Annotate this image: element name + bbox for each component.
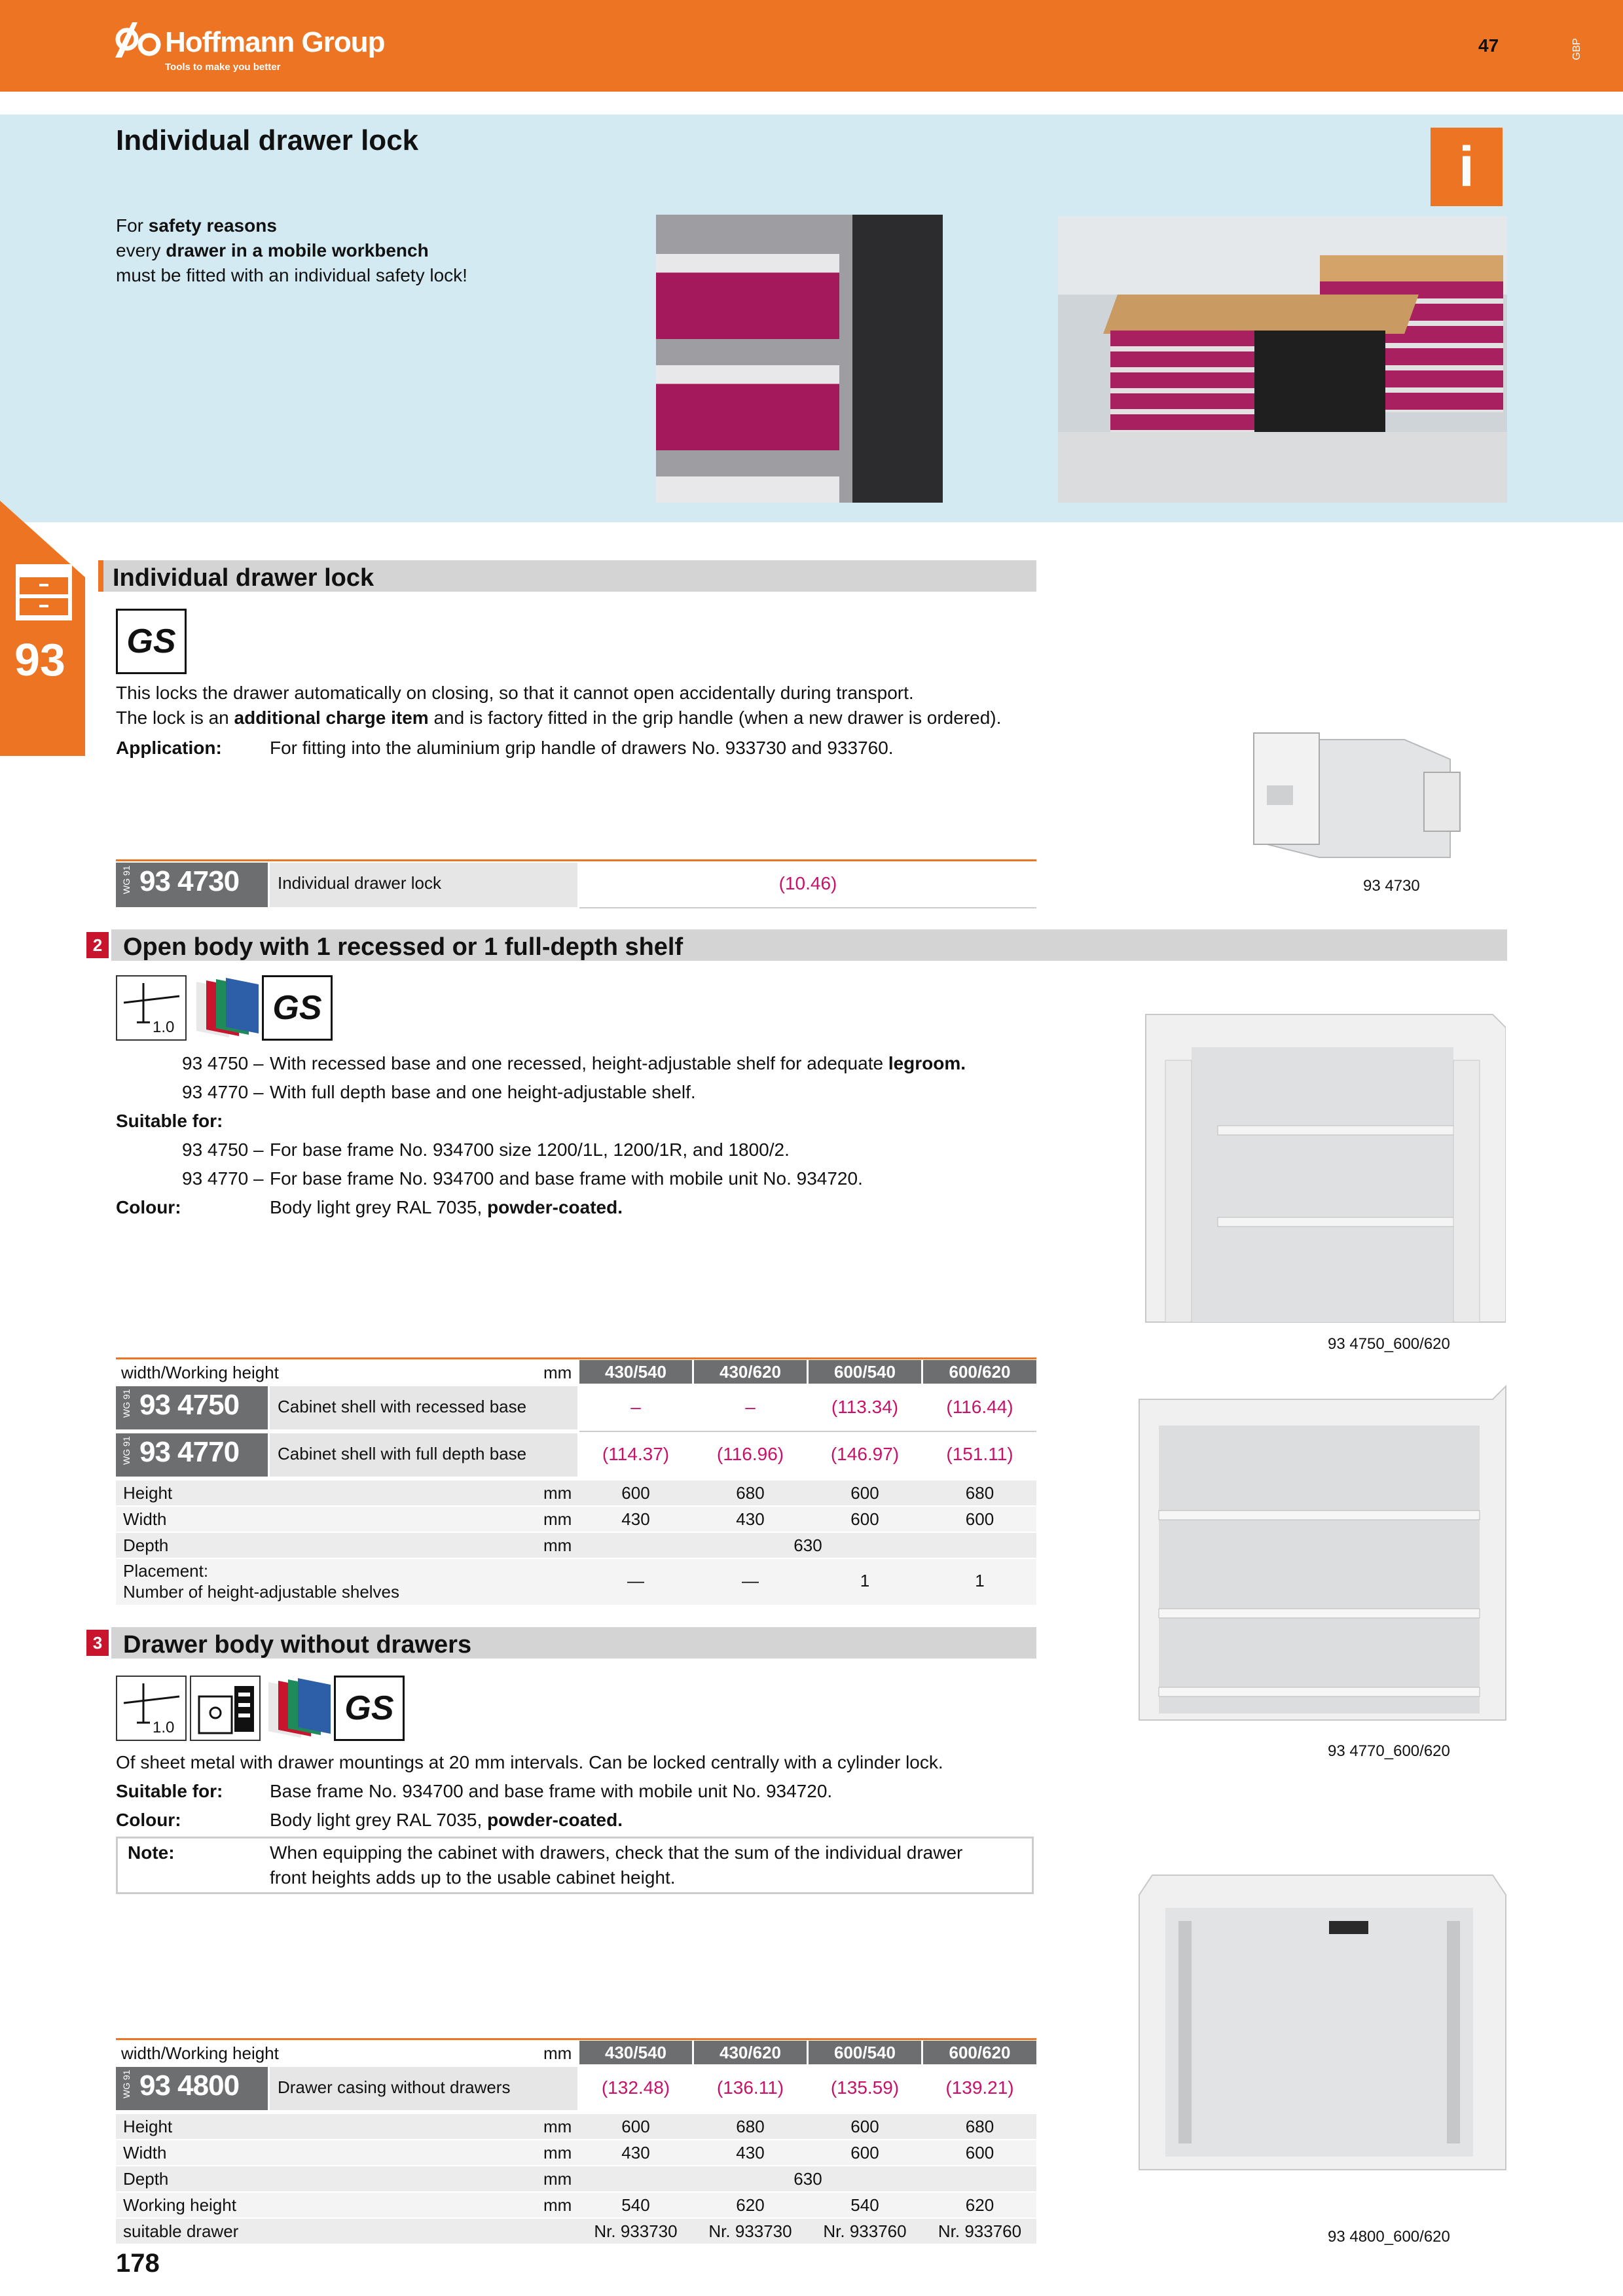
article-price: (132.48) <box>601 2077 670 2098</box>
row-label: Width <box>123 2143 167 2162</box>
image-caption: 93 4770_600/620 <box>1328 1742 1450 1760</box>
section3-description: Of sheet metal with drawer mountings at 20 mm intervals. Can be locked centrally with a cylinder lock. <box>116 1752 943 1772</box>
drawer-body-photo <box>1133 1869 1507 2176</box>
load-capacity-icon: 1.0 <box>116 975 187 1041</box>
application-text: For fitting into the aluminium grip handle of drawers No. 933730 and 933760. <box>270 738 894 758</box>
article-bottom-rule <box>579 907 1036 908</box>
section1-description: This locks the drawer automatically on closing, so that it cannot open accidentally during transport. The lock is an additional charge item and is factory fitted in the grip handle (when a new drawer is ordered). <box>116 683 1002 728</box>
brand-tagline: Tools to make you better <box>165 62 281 73</box>
suitable-code: 93 4770 – <box>182 1168 264 1189</box>
column-header: 430/620 <box>694 2041 807 2064</box>
row-label: Depth <box>123 2169 169 2189</box>
section3-header <box>111 1627 1036 1659</box>
row-value: 540 <box>621 2195 650 2215</box>
row-value: 600 <box>621 1483 650 1503</box>
table-header-label: width/Working height <box>121 2043 279 2063</box>
row-value: 540 <box>850 2195 879 2215</box>
row-value: 600 <box>965 1509 994 1529</box>
row-value: 600 <box>621 2117 650 2136</box>
colour-label: Colour: <box>116 1197 181 1217</box>
page-number: 47 <box>1478 35 1499 56</box>
row-value: 620 <box>736 2195 765 2215</box>
table-header-label: width/Working height <box>121 1363 279 1382</box>
drawer-closeup-photo <box>656 215 943 503</box>
row-value: 600 <box>850 2117 879 2136</box>
image-caption: 93 4800_600/620 <box>1328 2228 1450 2246</box>
table-header-unit: mm <box>543 1363 572 1382</box>
section3-number: 3 <box>86 1630 109 1656</box>
item-text: With recessed base and one recessed, height-adjustable shelf for adequate legroom. <box>270 1053 966 1073</box>
gs-badge-icon: GS <box>116 609 187 674</box>
article-rule <box>116 859 1036 861</box>
article-price: (113.34) <box>831 1397 899 1417</box>
hero-title: Individual drawer lock <box>116 124 419 156</box>
row-unit: mm <box>543 2143 572 2162</box>
row-value: Nr. 933730 <box>594 2221 678 2241</box>
open-body-full-depth-photo <box>1133 1380 1507 1727</box>
section2-title: Open body with 1 recessed or 1 full-depth shelf <box>123 933 684 961</box>
article-name: Individual drawer lock <box>270 863 577 907</box>
section1-marker <box>98 560 103 592</box>
row-value: 600 <box>850 1483 879 1503</box>
item-text: With full depth base and one height-adjustable shelf. <box>270 1082 696 1102</box>
article-number-box: WG 91 93 4770 <box>116 1433 268 1477</box>
section2-header <box>111 929 1507 961</box>
row-value: 680 <box>965 2117 994 2136</box>
footer-page-number: 178 <box>116 2249 160 2278</box>
row-label: Depth <box>123 1535 169 1555</box>
table-header-unit: mm <box>543 2043 572 2063</box>
row-unit: mm <box>543 2117 572 2136</box>
row-value: — <box>627 1571 644 1590</box>
suitable-text: For base frame No. 934700 size 1200/1L, 1200/1R, and 1800/2. <box>270 1139 790 1160</box>
row-value: Nr. 933760 <box>823 2221 907 2241</box>
brand-name: Hoffmann Group <box>165 26 385 58</box>
suitable-text: Base frame No. 934700 and base frame with mobile unit No. 934720. <box>270 1781 833 1801</box>
row-value: 600 <box>965 2143 994 2162</box>
colour-label: Colour: <box>116 1810 181 1830</box>
item-code: 93 4750 – <box>182 1053 264 1073</box>
article-number-box: WG 91 93 4730 <box>116 863 268 907</box>
row-value: 680 <box>736 1483 765 1503</box>
gs-badge-icon: GS <box>334 1676 405 1741</box>
column-header: 430/620 <box>694 1360 807 1384</box>
article-price: (116.44) <box>946 1397 1013 1417</box>
row-value: 430 <box>736 1509 765 1529</box>
workbench-photo <box>1058 216 1507 503</box>
section1-title: Individual drawer lock <box>113 564 374 592</box>
row-label: suitable drawer <box>123 2221 239 2241</box>
row-value: 620 <box>965 2195 994 2215</box>
open-body-recessed-photo <box>1139 1001 1506 1329</box>
cabinet-icon <box>14 563 73 622</box>
row-value: Nr. 933730 <box>708 2221 792 2241</box>
article-price: (139.21) <box>945 2077 1014 2098</box>
column-header: 430/540 <box>579 1360 692 1384</box>
row-label: Height <box>123 2117 173 2136</box>
image-caption: 93 4750_600/620 <box>1328 1335 1450 1353</box>
hoffmann-logo-icon <box>113 20 165 59</box>
row-unit: mm <box>543 1535 572 1555</box>
article-name: Drawer casing without drawers <box>270 2067 577 2110</box>
section1-header <box>103 560 1036 592</box>
row-unit: mm <box>543 2169 572 2189</box>
row-label: Working height <box>123 2195 236 2215</box>
note-label: Note: <box>128 1842 175 1863</box>
row-value: 680 <box>965 1483 994 1503</box>
row-unit: mm <box>543 2195 572 2215</box>
row-label: Height <box>123 1483 173 1503</box>
colour-text: Body light grey RAL 7035, powder-coated. <box>270 1197 623 1217</box>
info-icon: i <box>1431 128 1503 206</box>
suitable-label: Suitable for: <box>116 1781 223 1801</box>
article-price: (135.59) <box>830 2077 900 2098</box>
article-price: (116.96) <box>716 1444 784 1464</box>
column-header: 600/620 <box>923 1360 1036 1384</box>
column-header: 430/540 <box>579 2041 692 2064</box>
article-price: – <box>630 1397 641 1417</box>
row-label: Width <box>123 1509 167 1529</box>
item-code: 93 4770 – <box>182 1082 264 1102</box>
table-rule <box>116 1357 1036 1359</box>
row-unit: mm <box>543 1509 572 1529</box>
column-header: 600/620 <box>923 2041 1036 2064</box>
row-value: 680 <box>736 2117 765 2136</box>
gs-badge-icon: GS <box>262 975 333 1041</box>
article-number-box: WG 91 93 4750 <box>116 1386 268 1429</box>
row-value: 630 <box>793 1535 822 1555</box>
load-capacity-icon: 1.0 <box>116 1676 187 1741</box>
table-rule <box>116 2038 1036 2040</box>
section2-number: 2 <box>86 932 109 958</box>
suitable-code: 93 4750 – <box>182 1139 264 1160</box>
row-value: 430 <box>621 2143 650 2162</box>
suitable-label: Suitable for: <box>116 1111 223 1131</box>
row-value: 430 <box>736 2143 765 2162</box>
row-label: Placement: Number of height-adjustable shelves <box>123 1561 400 1602</box>
article-name: Cabinet shell with full depth base <box>270 1433 577 1477</box>
section3-title: Drawer body without drawers <box>123 1631 472 1659</box>
note-text: When equipping the cabinet with drawers, check that the sum of the individual drawer front heights adds up to the usable cabinet height. <box>270 1842 963 1888</box>
article-price: (10.46) <box>778 873 837 893</box>
row-value: 600 <box>850 2143 879 2162</box>
row-divider <box>579 1431 1036 1432</box>
region-code: GBP <box>1571 38 1582 60</box>
row-value: 600 <box>850 1509 879 1529</box>
row-value: — <box>742 1571 759 1590</box>
article-name: Cabinet shell with recessed base <box>270 1386 577 1429</box>
article-price: (114.37) <box>602 1444 670 1464</box>
article-number-box: WG 91 93 4800 <box>116 2067 268 2110</box>
drawer-lock-caption: 93 4730 <box>1363 877 1420 895</box>
article-price: – <box>745 1397 756 1417</box>
chapter-number: 93 <box>14 634 65 685</box>
drawer-lock-photo <box>1241 713 1470 877</box>
row-value: 630 <box>793 2169 822 2189</box>
article-price: (136.11) <box>716 2077 784 2098</box>
article-price: (151.11) <box>946 1444 1013 1464</box>
application-label: Application: <box>116 738 222 758</box>
row-value: 1 <box>860 1571 870 1590</box>
row-value: 430 <box>621 1509 650 1529</box>
suitable-text: For base frame No. 934700 and base frame with mobile unit No. 934720. <box>270 1168 863 1189</box>
chapter-tab <box>0 501 85 756</box>
colour-swatches-icon <box>262 1676 334 1741</box>
article-price: (146.97) <box>830 1444 900 1464</box>
colour-swatches-icon <box>190 975 262 1041</box>
column-header: 600/540 <box>809 1360 921 1384</box>
row-unit: mm <box>543 1483 572 1503</box>
column-header: 600/540 <box>809 2041 921 2064</box>
row-value: 1 <box>975 1571 985 1590</box>
row-value: Nr. 933760 <box>938 2221 1022 2241</box>
colour-text: Body light grey RAL 7035, powder-coated. <box>270 1810 623 1830</box>
hero-text: For safety reasons every drawer in a mobile workbench must be fitted with an individual safety lock! <box>116 215 467 285</box>
lock-icon <box>190 1676 261 1741</box>
